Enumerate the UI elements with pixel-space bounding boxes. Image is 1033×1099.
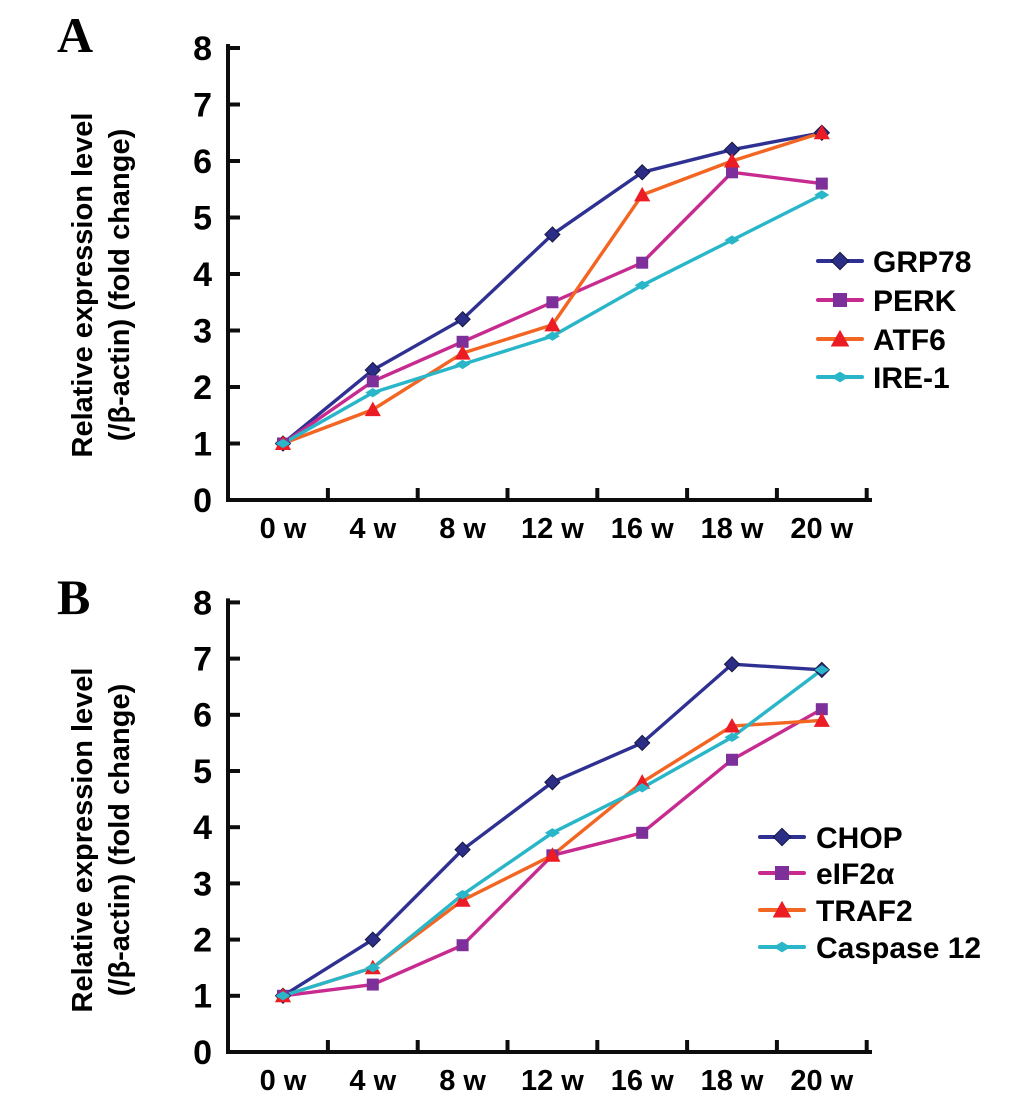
x-tick-label: 12 w <box>520 513 584 545</box>
series-marker-eIF2α <box>726 754 738 766</box>
series-marker-PERK <box>726 166 738 178</box>
x-tick-label: 16 w <box>610 513 674 545</box>
x-tick-label: 4 w <box>349 1065 397 1097</box>
series-marker-PERK <box>816 178 828 190</box>
y-tick-label: 7 <box>193 640 212 679</box>
panel-a-letter: A <box>57 7 94 63</box>
y-tick-label: 0 <box>193 1033 212 1072</box>
line-chart-b <box>0 550 1033 1099</box>
legend-label-TRAF2: TRAF2 <box>816 894 913 928</box>
y-tick-label: 5 <box>193 199 212 238</box>
panel-b <box>0 550 1033 1099</box>
series-marker-eIF2α <box>636 827 648 839</box>
x-tick-label: 8 w <box>439 513 486 545</box>
y-tick-label: 8 <box>193 584 212 623</box>
x-tick-label: 16 w <box>610 1065 674 1097</box>
y-tick-label: 6 <box>193 696 212 735</box>
x-tick-label: 18 w <box>700 513 764 545</box>
y-axis-title-b-line1: Relative expression level <box>67 667 99 1013</box>
legend-marker-CHOP <box>773 828 790 845</box>
legend-marker-Caspase 12 <box>773 942 790 953</box>
legend-label-ATF6: ATF6 <box>873 323 946 357</box>
series-marker-PERK <box>367 375 379 387</box>
y-tick-label: 4 <box>193 255 212 294</box>
y-tick-label: 4 <box>193 809 212 848</box>
y-tick-label: 2 <box>193 368 212 407</box>
x-tick-label: 12 w <box>520 1065 584 1097</box>
legend-label-Caspase 12: Caspase 12 <box>816 931 982 965</box>
series-marker-ATF6 <box>365 402 381 417</box>
series-marker-eIF2α <box>367 979 379 991</box>
y-axis-title-b-line2: (/β-actin) (fold change) <box>104 683 136 997</box>
x-tick-label: 20 w <box>790 1065 854 1097</box>
x-tick-label: 0 w <box>259 1065 307 1097</box>
y-tick-label: 1 <box>193 977 212 1016</box>
legend-label-CHOP: CHOP <box>816 821 903 855</box>
x-tick-label: 20 w <box>790 513 854 545</box>
y-tick-label: 8 <box>193 29 212 68</box>
y-axis-title-a-line1: Relative expression level <box>67 112 99 458</box>
x-tick-label: 8 w <box>439 1065 486 1097</box>
legend-label-GRP78: GRP78 <box>873 245 972 279</box>
y-tick-label: 1 <box>193 425 212 464</box>
legend-label-IRE-1: IRE-1 <box>873 361 950 395</box>
y-tick-label: 6 <box>193 142 212 181</box>
legend-marker-IRE-1 <box>831 372 848 383</box>
legend-marker-eIF2α <box>775 866 789 880</box>
y-tick-label: 7 <box>193 86 212 125</box>
y-tick-label: 0 <box>193 481 212 520</box>
series-marker-eIF2α <box>457 939 469 951</box>
legend-label-PERK: PERK <box>873 284 957 318</box>
y-tick-label: 2 <box>193 921 212 960</box>
y-tick-label: 5 <box>193 752 212 791</box>
series-marker-PERK <box>546 296 558 308</box>
y-axis-title-a-line2: (/β-actin) (fold change) <box>104 128 136 442</box>
legend-marker-GRP78 <box>831 252 848 269</box>
y-tick-label: 3 <box>193 312 212 351</box>
panel-b-letter: B <box>57 569 91 625</box>
x-tick-label: 0 w <box>259 513 307 545</box>
y-tick-label: 3 <box>193 865 212 904</box>
legend-label-eIF2α: eIF2α <box>816 857 895 891</box>
x-tick-label: 18 w <box>700 1065 764 1097</box>
legend-marker-PERK <box>833 293 847 307</box>
series-marker-PERK <box>636 257 648 269</box>
x-tick-label: 4 w <box>349 513 397 545</box>
